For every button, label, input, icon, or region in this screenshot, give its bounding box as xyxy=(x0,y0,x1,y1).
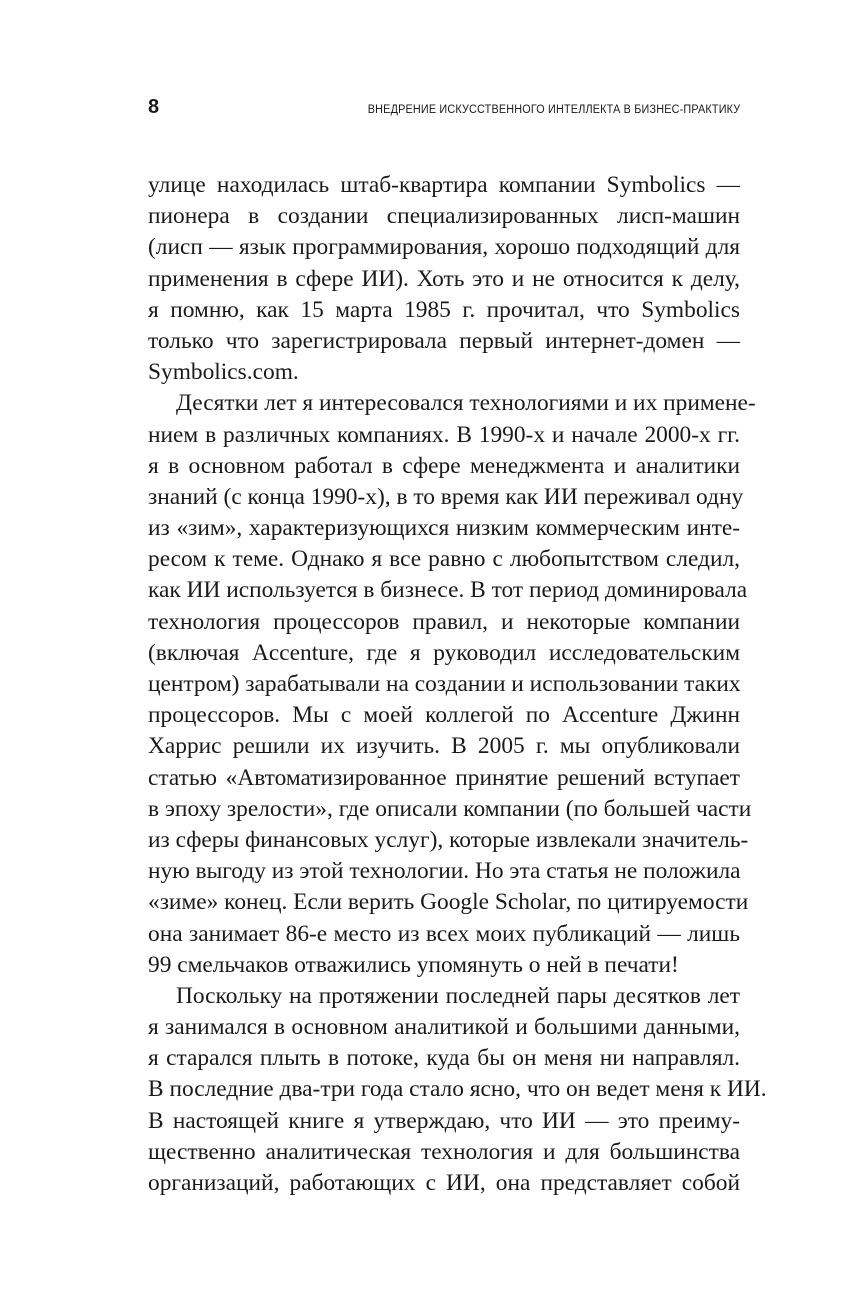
text-line: «зиме» конец. Если верить Google Scholar, по цитируемости xyxy=(148,889,749,916)
text-line: Харрис решили их изучить. В 2005 г. мы опубликовали xyxy=(148,733,740,760)
text-line: из сферы финансовых услуг), которые извлекали значитель- xyxy=(148,826,749,853)
running-head-title: ВНЕДРЕНИЕ ИСКУССТВЕННОГО ИНТЕЛЛЕКТА В БИЗНЕС-ПРАКТИКУ xyxy=(367,104,740,116)
text-line: знаний (с конца 1990-х), в то время как ИИ переживал одну xyxy=(148,483,744,510)
text-line: ную выгоду из этой технологии. Но эта статья не положила xyxy=(148,858,741,885)
text-line: применения в сфере ИИ). Хоть это и не относится к делу, xyxy=(148,265,740,292)
text-line: я старался плыть в потоке, куда бы он меня ни направлял. xyxy=(148,1045,740,1072)
paragraph xyxy=(148,981,767,1199)
text-line: я занимался в основном аналитикой и большими данными, xyxy=(148,1014,740,1041)
text-line: только что зарегистрировала первый интернет-домен — xyxy=(148,327,740,354)
text-line: щественно аналитическая технология и для большинства xyxy=(148,1138,740,1165)
text-line: я помню, как 15 марта 1985 г. прочитал, что Symbolics xyxy=(148,296,740,323)
text-line: как ИИ используется в бизнесе. В тот период доминировала xyxy=(148,577,748,604)
text-line: организаций, работающих с ИИ, она представляет собой xyxy=(148,1170,740,1196)
text-line: Поскольку на протяжении последней пары десятков лет xyxy=(176,982,740,1009)
text-line: В настоящей книге я утверждаю, что ИИ — это преиму- xyxy=(148,1107,740,1134)
text-line: Десятки лет я интересовался технологиями и их примене- xyxy=(176,390,756,417)
body-text xyxy=(148,170,767,1199)
text-line: пионера в создании специализированных лисп-машин xyxy=(148,203,740,230)
text-line: В последние два-три года стало ясно, что он ведет меня к ИИ. xyxy=(148,1076,767,1103)
text-line: статью «Автоматизированное принятие решений вступает xyxy=(148,764,740,791)
text-line: технология процессоров правил, и некоторые компании xyxy=(148,608,740,635)
text-line: из «зим», характеризующихся низким коммерческим инте- xyxy=(148,515,740,542)
paragraph xyxy=(148,170,740,388)
text-line: ресом к теме. Однако я все равно с любопытством следил, xyxy=(148,546,740,573)
text-line: я в основном работал в сфере менеджмента и аналитики xyxy=(148,452,740,479)
text-line: нием в различных компаниях. В 1990-х и начале 2000-х гг. xyxy=(148,421,740,448)
text-line: (лисп — язык программирования, хорошо подходящий для xyxy=(148,234,740,261)
running-head xyxy=(148,96,740,126)
text-line: (включая Accenture, где я руководил исследовательским xyxy=(148,639,740,666)
text-line: она занимает 86-е место из всех моих публикаций — лишь xyxy=(148,920,740,947)
page-number: 8 xyxy=(148,96,160,118)
text-line: Symbolics.com. xyxy=(148,359,299,386)
text-line: улице находилась штаб-квартира компании Symbolics — xyxy=(148,172,740,198)
text-line: центром) зарабатывали на создании и использовании таких xyxy=(148,671,741,697)
text-line: процессоров. Мы с моей коллегой по Accenture Джинн xyxy=(148,702,740,729)
text-line: 99 смельчаков отважились упомянуть о ней в печати! xyxy=(148,951,679,978)
text-line: в эпоху зрелости», где описали компании (по большей части xyxy=(148,795,752,822)
paragraph xyxy=(148,388,756,981)
